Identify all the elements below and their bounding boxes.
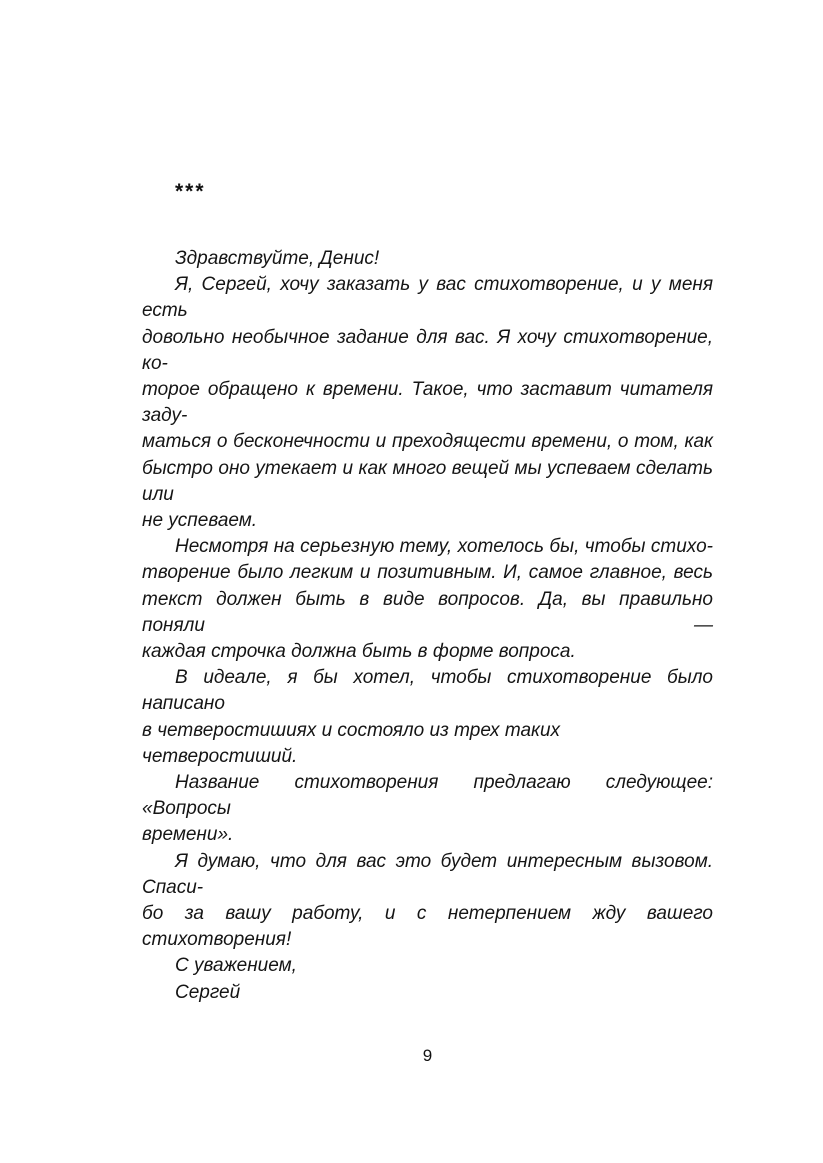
letter-line: каждая строчка должна быть в форме вопроса.: [142, 641, 576, 663]
letter-line: не успеваем.: [142, 510, 258, 532]
letter-line: времени».: [142, 824, 234, 846]
letter-line: С уважением,: [175, 955, 297, 977]
letter-line: в четверостишиях и состояло из трех таких четверостиший.: [142, 719, 561, 767]
letter-line: Я, Сергей, хочу заказать у вас стихотворение, и у меня есть: [142, 274, 713, 322]
letter-line: бо за вашу работу, и с нетерпением жду вашего стихотворения!: [142, 903, 713, 951]
letter-line: текст должен быть в виде вопросов. Да, вы правильно поняли —: [142, 588, 713, 636]
letter-line: довольно необычное задание для вас. Я хочу стихотворение, ко-: [142, 326, 713, 374]
letter-line: творение было легким и позитивным. И, самое главное, весь: [142, 562, 713, 584]
letter-line: Сергей: [175, 981, 241, 1003]
letter-line: Я думаю, что для вас это будет интересным вызовом. Спаси-: [142, 850, 713, 898]
letter-text: [142, 246, 713, 1006]
letter-line: маться о бесконечности и преходящести времени, о том, как: [142, 431, 713, 453]
letter-line: Здравствуйте, Денис!: [175, 248, 380, 269]
section-divider-asterisks: ***: [175, 180, 206, 203]
letter-line: торое обращено к времени. Такое, что заставит читателя заду-: [142, 379, 713, 427]
letter-line: В идеале, я бы хотел, чтобы стихотворение было написано: [142, 667, 713, 715]
letter-line: Название стихотворения предлагаю следующее: «Вопросы: [142, 772, 713, 820]
letter-line: быстро оно утекает и как много вещей мы успеваем сделать или: [142, 457, 713, 505]
letter-line: Несмотря на серьезную тему, хотелось бы, чтобы стихо-: [175, 536, 713, 558]
page-number: 9: [422, 1046, 433, 1065]
